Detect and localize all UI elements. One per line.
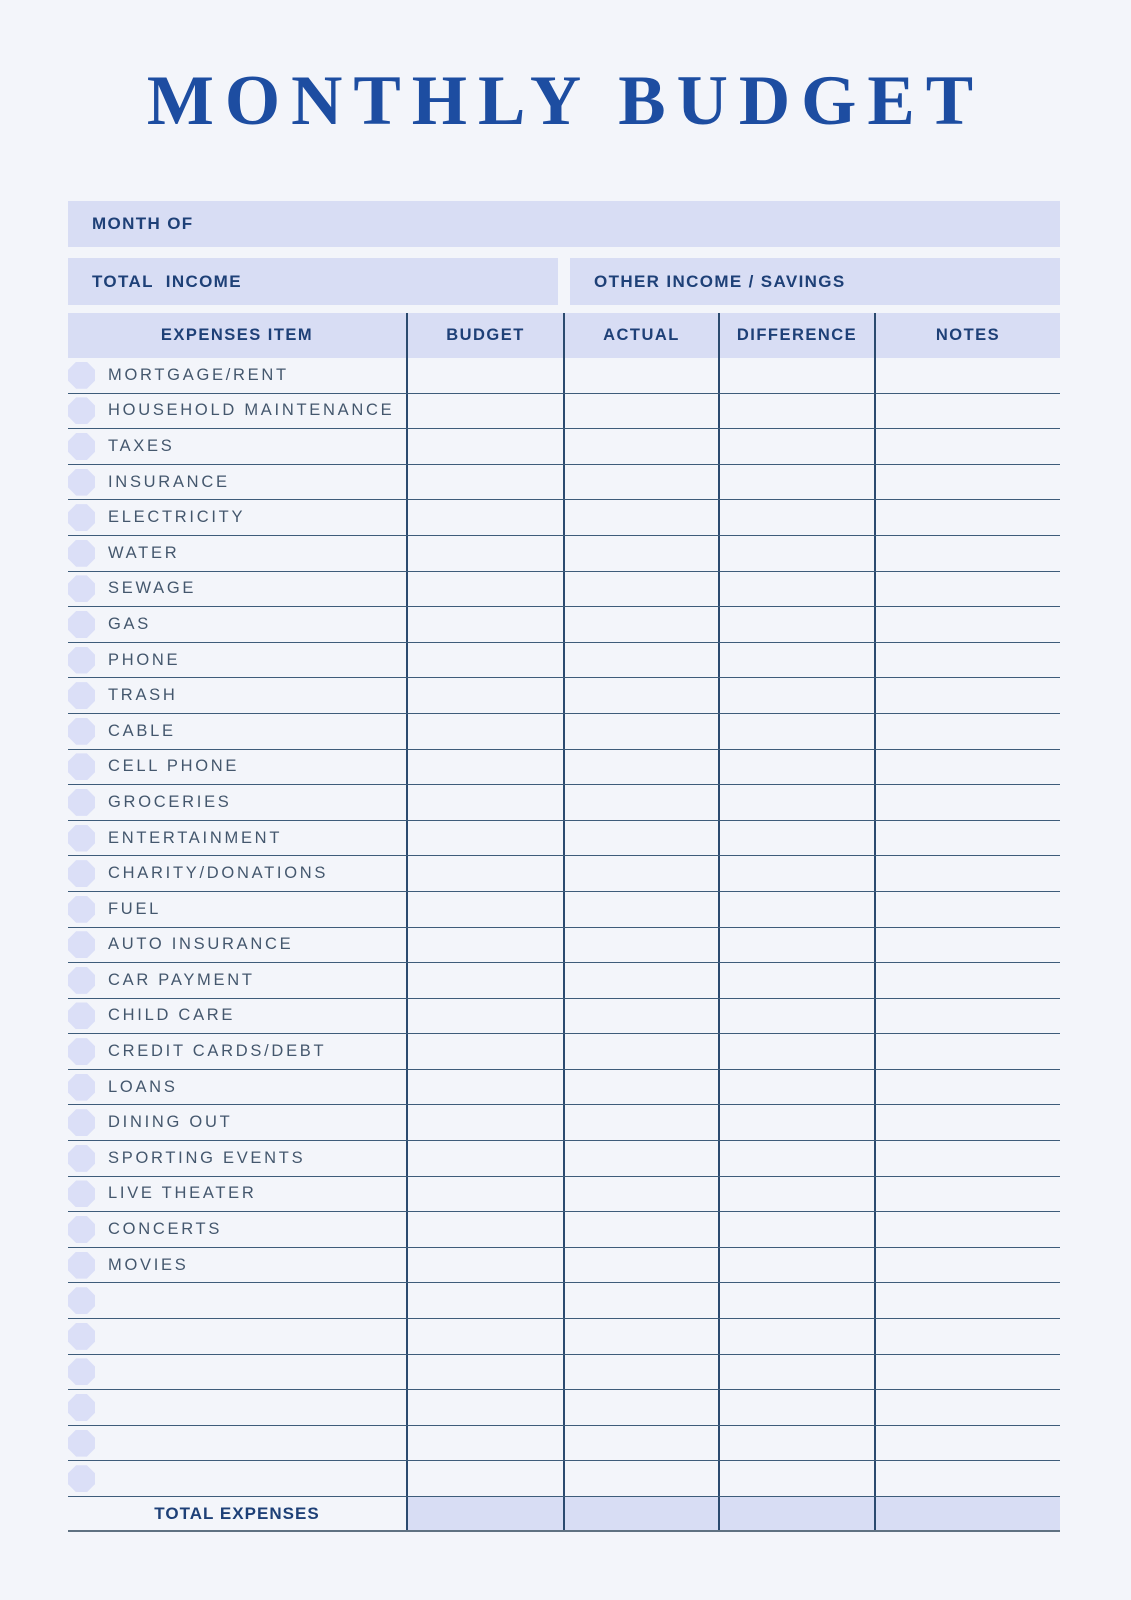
budget-cell[interactable] <box>408 1283 565 1318</box>
notes-cell[interactable] <box>876 465 1060 500</box>
notes-cell[interactable] <box>876 429 1060 464</box>
expense-label: CREDIT CARDS/DEBT <box>108 1042 327 1061</box>
expense-item-cell <box>68 856 408 891</box>
budget-cell[interactable] <box>408 785 565 820</box>
octagon-bullet-icon <box>68 1216 95 1243</box>
actual-cell[interactable] <box>565 714 720 749</box>
actual-cell[interactable] <box>565 1426 720 1461</box>
difference-cell[interactable] <box>720 465 876 500</box>
expense-item-cell <box>68 1034 408 1069</box>
actual-cell[interactable] <box>565 465 720 500</box>
octagon-bullet-icon <box>68 504 95 531</box>
header-actual: ACTUAL <box>565 313 720 358</box>
budget-cell[interactable] <box>408 1212 565 1247</box>
budget-cell[interactable] <box>408 394 565 429</box>
actual-cell[interactable] <box>565 1177 720 1212</box>
difference-cell[interactable] <box>720 358 876 393</box>
octagon-bullet-icon <box>68 611 95 638</box>
expense-item-cell <box>68 1177 408 1212</box>
budget-cell[interactable] <box>408 465 565 500</box>
difference-cell[interactable] <box>720 1034 876 1069</box>
notes-cell[interactable] <box>876 928 1060 963</box>
octagon-bullet-icon <box>68 789 95 816</box>
budget-cell[interactable] <box>408 750 565 785</box>
expense-label: CELL PHONE <box>108 757 240 776</box>
difference-cell[interactable] <box>720 643 876 678</box>
octagon-bullet-icon <box>68 1145 95 1172</box>
actual-cell[interactable] <box>565 1070 720 1105</box>
budget-cell[interactable] <box>408 856 565 891</box>
expense-row <box>68 1212 1060 1248</box>
notes-cell[interactable] <box>876 892 1060 927</box>
expense-row <box>68 1283 1060 1319</box>
expense-row <box>68 607 1060 643</box>
notes-cell[interactable] <box>876 572 1060 607</box>
expense-row <box>68 1461 1060 1497</box>
notes-cell[interactable] <box>876 643 1060 678</box>
difference-cell[interactable] <box>720 500 876 535</box>
actual-cell[interactable] <box>565 358 720 393</box>
expense-item-cell <box>68 1461 408 1496</box>
expense-row <box>68 429 1060 465</box>
notes-cell[interactable] <box>876 678 1060 713</box>
difference-cell[interactable] <box>720 1105 876 1140</box>
expense-row <box>68 1034 1060 1070</box>
expense-label: CHARITY/DONATIONS <box>108 864 329 883</box>
difference-cell[interactable] <box>720 1212 876 1247</box>
total-expenses-label: TOTAL EXPENSES <box>154 1503 320 1523</box>
notes-cell[interactable] <box>876 821 1060 856</box>
budget-cell[interactable] <box>408 536 565 571</box>
octagon-bullet-icon <box>68 433 95 460</box>
notes-cell[interactable] <box>876 750 1060 785</box>
expense-label: SPORTING EVENTS <box>108 1148 306 1167</box>
expense-row <box>68 714 1060 750</box>
actual-cell[interactable] <box>565 1355 720 1390</box>
budget-cell[interactable] <box>408 572 565 607</box>
octagon-bullet-icon <box>68 1430 95 1457</box>
expense-label: INSURANCE <box>108 472 230 491</box>
expense-label: LOANS <box>108 1077 178 1096</box>
expense-item-cell <box>68 358 408 393</box>
expense-row <box>68 928 1060 964</box>
difference-cell[interactable] <box>720 1177 876 1212</box>
notes-cell[interactable] <box>876 536 1060 571</box>
expense-label: HOUSEHOLD MAINTENANCE <box>108 401 395 420</box>
expense-row <box>68 1355 1060 1391</box>
actual-cell[interactable] <box>565 963 720 998</box>
notes-cell[interactable] <box>876 856 1060 891</box>
expense-item-cell <box>68 678 408 713</box>
expense-item-cell <box>68 714 408 749</box>
expense-row <box>68 500 1060 536</box>
expense-row <box>68 678 1060 714</box>
expense-item-cell <box>68 1426 408 1461</box>
budget-cell[interactable] <box>408 999 565 1034</box>
budget-cell[interactable] <box>408 1319 565 1354</box>
difference-cell[interactable] <box>720 678 876 713</box>
table-header-row <box>68 313 1060 358</box>
budget-cell[interactable] <box>408 1248 565 1283</box>
month-of-label: MONTH OF <box>92 214 194 233</box>
actual-cell[interactable] <box>565 536 720 571</box>
difference-cell[interactable] <box>720 1319 876 1354</box>
octagon-bullet-icon <box>68 967 95 994</box>
actual-cell[interactable] <box>565 643 720 678</box>
difference-cell[interactable] <box>720 1426 876 1461</box>
expense-row <box>68 572 1060 608</box>
total-notes-cell[interactable] <box>876 1497 1060 1530</box>
difference-cell[interactable] <box>720 1390 876 1425</box>
difference-cell[interactable] <box>720 1355 876 1390</box>
actual-cell[interactable] <box>565 1141 720 1176</box>
expense-item-cell <box>68 785 408 820</box>
header-budget: BUDGET <box>408 313 565 358</box>
expense-rows <box>68 358 1060 1497</box>
actual-cell[interactable] <box>565 999 720 1034</box>
notes-cell[interactable] <box>876 999 1060 1034</box>
difference-cell[interactable] <box>720 928 876 963</box>
octagon-bullet-icon <box>68 1038 95 1065</box>
notes-cell[interactable] <box>876 358 1060 393</box>
budget-cell[interactable] <box>408 1390 565 1425</box>
budget-cell[interactable] <box>408 1426 565 1461</box>
notes-cell[interactable] <box>876 1283 1060 1318</box>
page-title: MONTHLY BUDGET <box>146 62 985 140</box>
expense-item-cell <box>68 963 408 998</box>
expense-label: ELECTRICITY <box>108 508 246 527</box>
notes-cell[interactable] <box>876 1034 1060 1069</box>
expense-label: CABLE <box>108 721 176 740</box>
difference-cell[interactable] <box>720 1070 876 1105</box>
notes-cell[interactable] <box>876 1070 1060 1105</box>
notes-cell[interactable] <box>876 1177 1060 1212</box>
octagon-bullet-icon <box>68 362 95 389</box>
notes-cell[interactable] <box>876 1248 1060 1283</box>
budget-cell[interactable] <box>408 714 565 749</box>
notes-cell[interactable] <box>876 714 1060 749</box>
difference-cell[interactable] <box>720 856 876 891</box>
octagon-bullet-icon <box>68 469 95 496</box>
actual-cell[interactable] <box>565 500 720 535</box>
expense-item-cell <box>68 892 408 927</box>
notes-cell[interactable] <box>876 607 1060 642</box>
expense-item-cell <box>68 1319 408 1354</box>
difference-cell[interactable] <box>720 1248 876 1283</box>
expense-row <box>68 1248 1060 1284</box>
budget-cell[interactable] <box>408 1177 565 1212</box>
octagon-bullet-icon <box>68 1358 95 1385</box>
expense-item-cell <box>68 821 408 856</box>
expense-label: CAR PAYMENT <box>108 970 255 989</box>
expense-row <box>68 785 1060 821</box>
header-notes: NOTES <box>935 326 1001 344</box>
difference-cell[interactable] <box>720 1283 876 1318</box>
expense-label: TRASH <box>108 686 178 705</box>
budget-cell[interactable] <box>408 1034 565 1069</box>
difference-cell[interactable] <box>720 714 876 749</box>
budget-cell[interactable] <box>408 892 565 927</box>
actual-cell[interactable] <box>565 1390 720 1425</box>
difference-cell[interactable] <box>720 1461 876 1496</box>
expense-row <box>68 750 1060 786</box>
expense-item-cell <box>68 1355 408 1390</box>
expense-label: WATER <box>108 543 180 562</box>
expense-label: GAS <box>108 614 152 633</box>
notes-cell[interactable] <box>876 1461 1060 1496</box>
octagon-bullet-icon <box>68 753 95 780</box>
notes-cell[interactable] <box>876 963 1060 998</box>
octagon-bullet-icon <box>68 540 95 567</box>
budget-cell[interactable] <box>408 678 565 713</box>
expense-row <box>68 892 1060 928</box>
expense-row <box>68 1319 1060 1355</box>
actual-cell[interactable] <box>565 1034 720 1069</box>
budget-cell[interactable] <box>408 607 565 642</box>
difference-cell[interactable] <box>720 1141 876 1176</box>
expense-row <box>68 465 1060 501</box>
expense-row <box>68 1177 1060 1213</box>
octagon-bullet-icon <box>68 1323 95 1350</box>
octagon-bullet-icon <box>68 682 95 709</box>
octagon-bullet-icon <box>68 1002 95 1029</box>
expense-item-cell <box>68 928 408 963</box>
octagon-bullet-icon <box>68 896 95 923</box>
expense-row <box>68 963 1060 999</box>
budget-cell[interactable] <box>408 429 565 464</box>
expense-label: CONCERTS <box>108 1220 223 1239</box>
notes-cell[interactable] <box>876 1390 1060 1425</box>
actual-cell[interactable] <box>565 1212 720 1247</box>
notes-cell[interactable] <box>876 1355 1060 1390</box>
expense-item-cell <box>68 750 408 785</box>
other-income-savings-field[interactable] <box>570 258 1060 305</box>
actual-cell[interactable] <box>565 429 720 464</box>
actual-cell[interactable] <box>565 892 720 927</box>
expense-row <box>68 1426 1060 1462</box>
expense-label: DINING OUT <box>108 1113 233 1132</box>
actual-cell[interactable] <box>565 1283 720 1318</box>
notes-cell[interactable] <box>876 1212 1060 1247</box>
difference-cell[interactable] <box>720 536 876 571</box>
expense-item-cell <box>68 1248 408 1283</box>
expense-label: MOVIES <box>108 1255 189 1274</box>
budget-cell[interactable] <box>408 1461 565 1496</box>
difference-cell[interactable] <box>720 394 876 429</box>
actual-cell[interactable] <box>565 572 720 607</box>
notes-cell[interactable] <box>876 500 1060 535</box>
actual-cell[interactable] <box>565 1105 720 1140</box>
expense-item-cell <box>68 500 408 535</box>
expense-label: AUTO INSURANCE <box>108 935 294 954</box>
expense-item-cell <box>68 1212 408 1247</box>
octagon-bullet-icon <box>68 931 95 958</box>
octagon-bullet-icon <box>68 1394 95 1421</box>
total-actual-cell[interactable] <box>565 1497 720 1530</box>
difference-cell[interactable] <box>720 963 876 998</box>
budget-cell[interactable] <box>408 358 565 393</box>
actual-cell[interactable] <box>565 785 720 820</box>
actual-cell[interactable] <box>565 678 720 713</box>
expense-row <box>68 536 1060 572</box>
difference-cell[interactable] <box>720 892 876 927</box>
total-difference-cell[interactable] <box>720 1497 876 1530</box>
budget-cell[interactable] <box>408 1355 565 1390</box>
budget-cell[interactable] <box>408 821 565 856</box>
actual-cell[interactable] <box>565 394 720 429</box>
difference-cell[interactable] <box>720 999 876 1034</box>
actual-cell[interactable] <box>565 1248 720 1283</box>
octagon-bullet-icon <box>68 1109 95 1136</box>
expense-row <box>68 358 1060 394</box>
expense-row <box>68 394 1060 430</box>
actual-cell[interactable] <box>565 1461 720 1496</box>
expenses-table <box>68 313 1060 1532</box>
expense-item-cell <box>68 429 408 464</box>
total-budget-cell[interactable] <box>408 1497 565 1530</box>
expense-label: ENTERTAINMENT <box>108 828 283 847</box>
difference-cell[interactable] <box>720 821 876 856</box>
expense-item-cell <box>68 1283 408 1318</box>
octagon-bullet-icon <box>68 825 95 852</box>
expense-row <box>68 821 1060 857</box>
octagon-bullet-icon <box>68 1074 95 1101</box>
expense-item-cell <box>68 394 408 429</box>
notes-cell[interactable] <box>876 394 1060 429</box>
actual-cell[interactable] <box>565 1319 720 1354</box>
budget-cell[interactable] <box>408 963 565 998</box>
octagon-bullet-icon <box>68 647 95 674</box>
expense-label: MORTGAGE/RENT <box>108 365 289 384</box>
expense-item-cell <box>68 607 408 642</box>
month-of-field[interactable] <box>68 201 1060 247</box>
octagon-bullet-icon <box>68 1180 95 1207</box>
octagon-bullet-icon <box>68 397 95 424</box>
difference-cell[interactable] <box>720 607 876 642</box>
header-difference: DIFFERENCE <box>720 313 876 358</box>
octagon-bullet-icon <box>68 1287 95 1314</box>
expense-label: LIVE THEATER <box>108 1184 257 1203</box>
expense-row <box>68 1105 1060 1141</box>
notes-cell[interactable] <box>876 1426 1060 1461</box>
expense-label: PHONE <box>108 650 181 669</box>
difference-cell[interactable] <box>720 750 876 785</box>
other-income-savings-label: OTHER INCOME / SAVINGS <box>594 271 846 291</box>
expense-row <box>68 856 1060 892</box>
octagon-bullet-icon <box>68 1252 95 1279</box>
budget-cell[interactable] <box>408 1105 565 1140</box>
octagon-bullet-icon <box>68 1465 95 1492</box>
notes-cell[interactable] <box>876 1141 1060 1176</box>
budget-cell[interactable] <box>408 1141 565 1176</box>
octagon-bullet-icon <box>68 718 95 745</box>
expense-item-cell <box>68 1070 408 1105</box>
expense-item-cell <box>68 1390 408 1425</box>
notes-cell[interactable] <box>876 1319 1060 1354</box>
difference-cell[interactable] <box>720 785 876 820</box>
expense-row <box>68 643 1060 679</box>
expense-item-cell <box>68 643 408 678</box>
expense-label: SEWAGE <box>108 579 197 598</box>
expense-row <box>68 1141 1060 1177</box>
actual-cell[interactable] <box>565 821 720 856</box>
budget-cell[interactable] <box>408 928 565 963</box>
notes-cell[interactable] <box>876 785 1060 820</box>
actual-cell[interactable] <box>565 750 720 785</box>
expense-row <box>68 999 1060 1035</box>
budget-cell[interactable] <box>408 1070 565 1105</box>
actual-cell[interactable] <box>565 856 720 891</box>
expense-label: GROCERIES <box>108 792 232 811</box>
budget-cell[interactable] <box>408 643 565 678</box>
octagon-bullet-icon <box>68 860 95 887</box>
total-income-label: TOTAL INCOME <box>92 271 242 291</box>
expense-label: CHILD CARE <box>108 1006 236 1025</box>
expense-item-cell <box>68 1141 408 1176</box>
expense-item-cell <box>68 1105 408 1140</box>
expense-label: TAXES <box>108 436 175 455</box>
notes-cell[interactable] <box>876 1105 1060 1140</box>
expense-item-cell <box>68 999 408 1034</box>
expense-item-cell <box>68 536 408 571</box>
actual-cell[interactable] <box>565 607 720 642</box>
expense-item-cell <box>68 572 408 607</box>
difference-cell[interactable] <box>720 572 876 607</box>
difference-cell[interactable] <box>720 429 876 464</box>
expense-row <box>68 1070 1060 1106</box>
expense-item-cell <box>68 465 408 500</box>
actual-cell[interactable] <box>565 928 720 963</box>
expense-label: FUEL <box>108 899 162 918</box>
expense-row <box>68 1390 1060 1426</box>
budget-cell[interactable] <box>408 500 565 535</box>
total-expenses-row <box>68 1497 1060 1532</box>
total-income-field[interactable] <box>68 258 558 305</box>
octagon-bullet-icon <box>68 575 95 602</box>
header-expenses-item: EXPENSES ITEM <box>68 313 408 358</box>
